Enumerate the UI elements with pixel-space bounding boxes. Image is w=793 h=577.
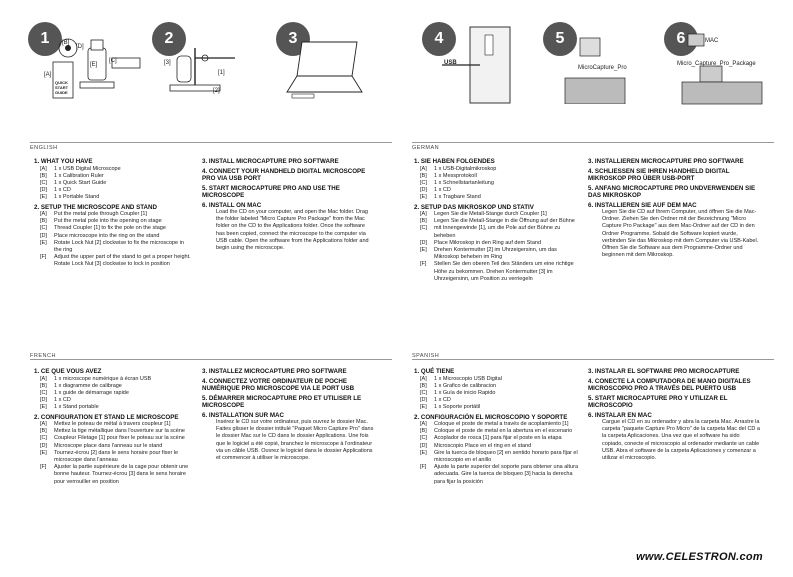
quick-start-card: QUICK START GUIDE: [55, 80, 69, 95]
illustration-band: [0, 0, 793, 110]
item-key: [C]: [420, 225, 428, 232]
list-item: [34, 180, 192, 187]
section-heading: 2. SETUP THE MICROSCOPE AND STAND: [34, 203, 157, 211]
item-text: 1 x guide de démarrage rapide: [54, 389, 129, 396]
step-badge: 1: [28, 22, 62, 56]
section-heading: 5. DÉMARRER MICROCAPTURE PRO ET UTILISER LE MICROSCOPE: [202, 394, 362, 409]
item-key: [E]: [420, 194, 427, 201]
list-item: [34, 240, 192, 254]
celestron-logo: www.CELESTRON.com: [636, 551, 763, 563]
section-heading: 3. INSTALLEZ MICROCAPTURE PRO SOFTWARE: [202, 368, 347, 375]
item-key: [B]: [40, 172, 47, 179]
section-heading: 3. INSTALLIEREN MICROCAPTURE PRO SOFTWARE: [588, 158, 744, 165]
german-col-1: [414, 156, 578, 283]
section-heading: 2. CONFIGURATION ET STAND LE MICROSCOPE: [34, 413, 179, 421]
item-key: [F]: [420, 261, 427, 268]
item-text: 1 x CD: [434, 187, 451, 194]
package-folder-label: Micro_Capture_Pro_Package: [677, 61, 756, 67]
list-item: [34, 218, 192, 225]
list-item: [414, 435, 578, 442]
item-key: [E]: [40, 194, 47, 201]
item-text: 1 x Quick Start Guide: [54, 179, 107, 186]
item-key: [E]: [420, 404, 427, 411]
item-key: [A]: [420, 211, 427, 218]
list-item: [34, 397, 192, 404]
item-text: Tournez-écrou [2] dans le sens horaire pour fixer le microscope dans l'anneau: [54, 449, 179, 464]
stand-assembly-illustration: [165, 40, 255, 100]
item-key: [C]: [40, 389, 48, 396]
french-col-2: [202, 366, 374, 462]
label-e: [E]: [90, 62, 98, 68]
list-item: [414, 173, 578, 180]
section-heading: 5. ANFANG MICROCAPTURE PRO UNDVERWENDEN SIE DAS MIKROSKOP: [588, 184, 756, 199]
item-text: Coloque el poste de metal en la abertura en el escenario: [434, 428, 573, 435]
list-item: [414, 166, 578, 173]
item-key: [D]: [40, 187, 48, 194]
label-b: [B]: [62, 40, 70, 46]
item-key: [D]: [40, 397, 48, 404]
item-text: 1 x Portable Stand: [54, 194, 100, 201]
item-key: [E]: [40, 239, 47, 246]
list-item: [414, 247, 578, 261]
english-col-1: [34, 156, 192, 269]
list-item: [414, 240, 578, 247]
spanish-col-1: [414, 366, 578, 486]
list-item: [414, 218, 578, 225]
label-3: [3]: [164, 60, 171, 66]
item-text: 1 x USB Digital Microscope: [54, 165, 121, 172]
item-text: 1 x Calibration Ruler: [54, 172, 104, 179]
item-text: Coloque el poste de metal a través de acoplamiento [1]: [434, 421, 569, 428]
item-text: 1 x Schnellstartanleitung: [434, 179, 494, 186]
item-text: 1 x Soporte portátil: [434, 404, 481, 411]
item-key: [F]: [40, 254, 47, 261]
item-text: Place microscope into the ring on the stand: [54, 232, 160, 239]
section-heading: 5. START MICROCAPTURE PRO Y UTILIZAR EL MICROSCOPIO: [588, 394, 728, 409]
item-text: 1 x Microscopio USB Digital: [434, 375, 502, 382]
french-col-1: [34, 366, 192, 486]
item-key: [A]: [40, 421, 47, 428]
list-item: [34, 450, 192, 464]
item-text: Microscopio Place en el ring en el stand: [434, 442, 532, 449]
list-item: [34, 173, 192, 180]
list-item: [34, 187, 192, 194]
item-text: mit Innengewinde [1], um die Pole auf der Bühne zu beheben: [434, 225, 561, 239]
item-text: Legen Sie die Metall-Stange durch Coupler [1]: [434, 211, 547, 218]
item-text: Acoplador de rosca [1] para fijar el poste en la etapa: [434, 435, 562, 442]
section-heading: 6. INSTALAR EN MAC: [588, 411, 652, 419]
list-item: [34, 383, 192, 390]
item-text: 1 x Guía de inicio Rapido: [434, 389, 496, 396]
list-item: [34, 233, 192, 240]
list-item: [34, 390, 192, 397]
item-key: [C]: [420, 435, 428, 442]
spanish-col-2: [588, 366, 760, 462]
list-item: [414, 450, 578, 464]
label-c: [C]: [109, 58, 117, 64]
item-key: [E]: [420, 449, 427, 456]
item-key: [C]: [40, 225, 48, 232]
label-a: [A]: [44, 72, 52, 78]
german-col-2: [588, 156, 760, 259]
section-heading: 1. SIE HABEN FOLGENDES: [414, 158, 495, 165]
item-key: [D]: [40, 232, 48, 239]
item-text: Put the metal pole into the opening on stage: [54, 218, 162, 225]
lang-label-german: GERMAN: [412, 145, 440, 151]
item-key: [D]: [420, 442, 428, 449]
item-key: [B]: [40, 218, 47, 225]
item-key: [F]: [420, 464, 427, 471]
list-item: [34, 435, 192, 442]
kit-contents-illustration: [38, 30, 148, 108]
item-text: Legen Sie die Metall-Stange in die Öffnung auf der Bühne: [434, 218, 575, 225]
item-key: [B]: [40, 428, 47, 435]
item-text: 1 x Stand portable: [54, 404, 99, 411]
list-item: [34, 404, 192, 411]
item-key: [C]: [40, 179, 48, 186]
item-key: [A]: [420, 375, 427, 382]
section-heading: 4. SCHLIESSEN SIE IHREN HANDHELD DIGITAL MIKROSKOP PRO ÜBER USB-PORT: [588, 167, 730, 182]
item-text: Microscope place dans l'anneau sur le stand: [54, 442, 163, 449]
list-item: [414, 383, 578, 390]
list-item: [34, 194, 192, 201]
mac-folder-label: MAC: [705, 38, 719, 44]
item-key: [A]: [420, 421, 427, 428]
divider: [412, 142, 774, 143]
divider: [30, 359, 392, 360]
item-text: Mettez le poteau de métal à travers coupleur [1]: [54, 421, 171, 428]
list-item: [34, 254, 192, 268]
item-key: [D]: [420, 187, 428, 194]
item-text: 1 x diagramme de calibrage: [54, 382, 122, 389]
item-text: 1 x Messprotokoll: [434, 172, 477, 179]
usb-label: USB: [444, 60, 457, 66]
section-heading: 6. INSTALL ON MAC: [202, 201, 262, 209]
item-text: 1 x CD: [434, 397, 451, 404]
list-item: [34, 428, 192, 435]
list-item: [414, 390, 578, 397]
item-key: [A]: [40, 165, 47, 172]
paragraph: Load the CD on your computer, and open the Mac folder. Drag the folder labeled "Micro Capture Pro Package" from the Mac folder on the CD to the Applications folder. Once the software has been copied, connect the microscope to the computer via USB cable. Open the software from the Applications folder and begin using the microscope.: [216, 209, 369, 252]
item-key: [C]: [420, 179, 428, 186]
section-heading: 4. CONNECTEZ VOTRE ORDINATEUR DE POCHE NUMÉRIQUE PRO MICROSCOPE VIA LE PORT USB: [202, 377, 355, 392]
step-badge: 6: [664, 22, 698, 56]
item-text: 1 x CD: [54, 397, 71, 404]
list-item: [34, 225, 192, 232]
list-item: [414, 376, 578, 383]
item-text: Put the metal pole through Coupler [1]: [54, 211, 147, 218]
item-key: [D]: [420, 239, 428, 246]
list-item: [34, 443, 192, 450]
item-text: 1 x microscope numérique à écran USB: [54, 375, 152, 382]
step-badge: 4: [422, 22, 456, 56]
divider: [412, 359, 774, 360]
list-item: [414, 180, 578, 187]
item-key: [B]: [40, 382, 47, 389]
item-text: Thread Coupler [1] to fix the pole on the stage: [54, 225, 166, 232]
list-item: [414, 397, 578, 404]
step-badge: 2: [152, 22, 186, 56]
lang-label-spanish: SPANISH: [412, 353, 440, 359]
item-key: [C]: [40, 435, 48, 442]
item-key: [C]: [420, 389, 428, 396]
item-key: [F]: [40, 464, 47, 471]
list-item: [34, 211, 192, 218]
item-text: Adjust the upper part of the stand to get a proper height. Rotate Lock Nut [3] clockwise to lock in position: [54, 254, 191, 268]
section-heading: 5. START MICROCAPTURE PRO AND USE THE MICROSCOPE: [202, 184, 340, 199]
item-text: Mettez la tige métallique dans l'ouverture sur la scène: [54, 428, 185, 435]
item-key: [B]: [420, 382, 427, 389]
item-key: [A]: [420, 165, 427, 172]
paragraph: Legen Sie die CD auf Ihrem Computer, und öffnen Sie die Mac-Ordner. Ziehen Sie den Ordner mit der Bezeichnung "Micro Capture Pro Package" aus dem Mac-Ordner auf der CD in den Ordner Programme. Sobald die Software kopiert wurde, verbinden Sie das Mikroskop mit dem Computer via USB-Kabel. Öffnen Sie die Software aus dem Programme-Ordner und beginnen mit dem Mikroskop.: [602, 209, 759, 259]
list-item: [34, 166, 192, 173]
step-badge: 3: [276, 22, 310, 56]
list-item: [414, 187, 578, 194]
list-item: [34, 421, 192, 428]
section-heading: 1. QUÉ TIENE: [414, 368, 455, 375]
label-1: [1]: [218, 70, 225, 76]
item-text: Coupleur Filetage [1] pour fixer le poteau sur la scène: [54, 435, 185, 442]
item-key: [E]: [420, 247, 427, 254]
list-item: [34, 464, 192, 486]
item-text: Drehen Kontermutter [2] im Uhrzeigersinn, um das Mikroskop beheben im Ring: [434, 247, 557, 261]
label-d: [D]: [76, 44, 84, 50]
item-text: Gire la tuerca de bloqueo [2] en sentido horario para fijar el microscopio en el anillo: [434, 449, 578, 464]
item-text: 1 x Grafico de calibracion: [434, 382, 497, 389]
section-heading: 2. SETUP DAS MIKROSKOP UND STATIV: [414, 203, 534, 211]
item-key: [B]: [420, 172, 427, 179]
list-item: [34, 376, 192, 383]
item-text: Ajuste la parte superior del soporte para obtener una altura adecuada. Gire la tuerca de bloqueo [3] hacia la derecha para fijar la posición: [434, 464, 579, 485]
item-text: 1 x Tragbare Stand: [434, 194, 481, 201]
divider: [30, 142, 392, 143]
item-key: [A]: [40, 211, 47, 218]
section-heading: 2. CONFIGURACIÓN EL MICROSCOPIO Y SOPORTE: [414, 413, 568, 421]
section-heading: 4. CONECTE LA COMPUTADORA DE MANO DIGITALES MICROSCOPIO PRO A TRAVÉS DEL PUERTO USB: [588, 377, 751, 392]
item-key: [E]: [40, 449, 47, 456]
microcapture-label: MicroCapture_Pro: [578, 65, 627, 71]
label-2: [2]: [213, 88, 220, 94]
list-item: [414, 194, 578, 201]
paragraph: Insérez le CD sur votre ordinateur, puis ouvrez le dossier Mac. Faites glisser le dossier intitulé "Paquet Micro Capture Pro" dans le dossier Mac sur le CD dans le dossier Applications. Une fois que le logiciel a été copié, branchez le microscope à l'ordinateur via un câble USB. Ouvrez le logiciel dans le dossier Applications et commencer à utiliser le microscope.: [216, 419, 374, 462]
item-key: [D]: [40, 442, 48, 449]
list-item: [414, 428, 578, 435]
item-key: [E]: [40, 404, 47, 411]
section-heading: 3. INSTALL MICROCAPTURE PRO SOFTWARE: [202, 158, 339, 165]
lang-label-french: FRENCH: [30, 353, 56, 359]
list-item: [414, 443, 578, 450]
item-key: [B]: [420, 218, 427, 225]
section-heading: 1. WHAT YOU HAVE: [34, 158, 93, 165]
paragraph: Cargue el CD en su ordenador y abra la carpeta Mac. Arrastre la carpeta "paquete Capture Pro Micro" de la carpeta Mac del CD a la carpeta Aplicaciones. Una vez que el software ha sido copiado, conecte el microscopio al ordenador mediante un cable USB. Abra el software de la carpeta Aplicaciones y comenzar a utilizar el microscopio.: [602, 419, 760, 462]
section-heading: 1. CE QUE VOUS AVEZ: [34, 368, 102, 375]
item-key: [A]: [40, 375, 47, 382]
item-text: 1 x USB-Digitalmikroskop: [434, 165, 497, 172]
section-heading: 6. INSTALLATION SUR MAC: [202, 411, 284, 419]
item-key: [D]: [420, 397, 428, 404]
list-item: [414, 261, 578, 283]
mac-folder-illustration: [680, 30, 765, 105]
item-key: [B]: [420, 428, 427, 435]
item-text: Rotate Lock Nut [2] clockwise to fix the microscope in the ring: [54, 239, 184, 254]
item-text: 1 x CD: [54, 187, 71, 194]
laptop-illustration: [282, 40, 367, 102]
section-heading: 4. CONNECT YOUR HANDHELD DIGITAL MICROSCOPE PRO VIA USB PORT: [202, 167, 366, 182]
list-item: [414, 421, 578, 428]
list-item: [414, 404, 578, 411]
list-item: [414, 225, 578, 239]
lang-label-english: ENGLISH: [30, 145, 58, 151]
english-col-2: [202, 156, 372, 252]
step-badge: 5: [543, 22, 577, 56]
section-heading: 6. INSTALLIEREN SIE AUF DEM MAC: [588, 201, 697, 209]
section-heading: 3. INSTALAR EL SOFTWARE PRO MICROCAPTURE: [588, 368, 740, 375]
list-item: [414, 464, 578, 486]
item-text: Place Mikroskop in den Ring auf dem Stand: [434, 239, 542, 246]
item-text: Ajuster la partie supérieure de la cage pour obtenir une bonne hauteur. Tournez-écrou [3] dans le sens horaire pour verrouiller en position: [54, 464, 189, 485]
item-text: Stellen Sie den oberen Teil des Ständers um eine richtige Höhe zu bekommen. Drehen Kontermutter [3] im Uhrzeigersinn, um Position zu verriegeln: [434, 261, 574, 282]
